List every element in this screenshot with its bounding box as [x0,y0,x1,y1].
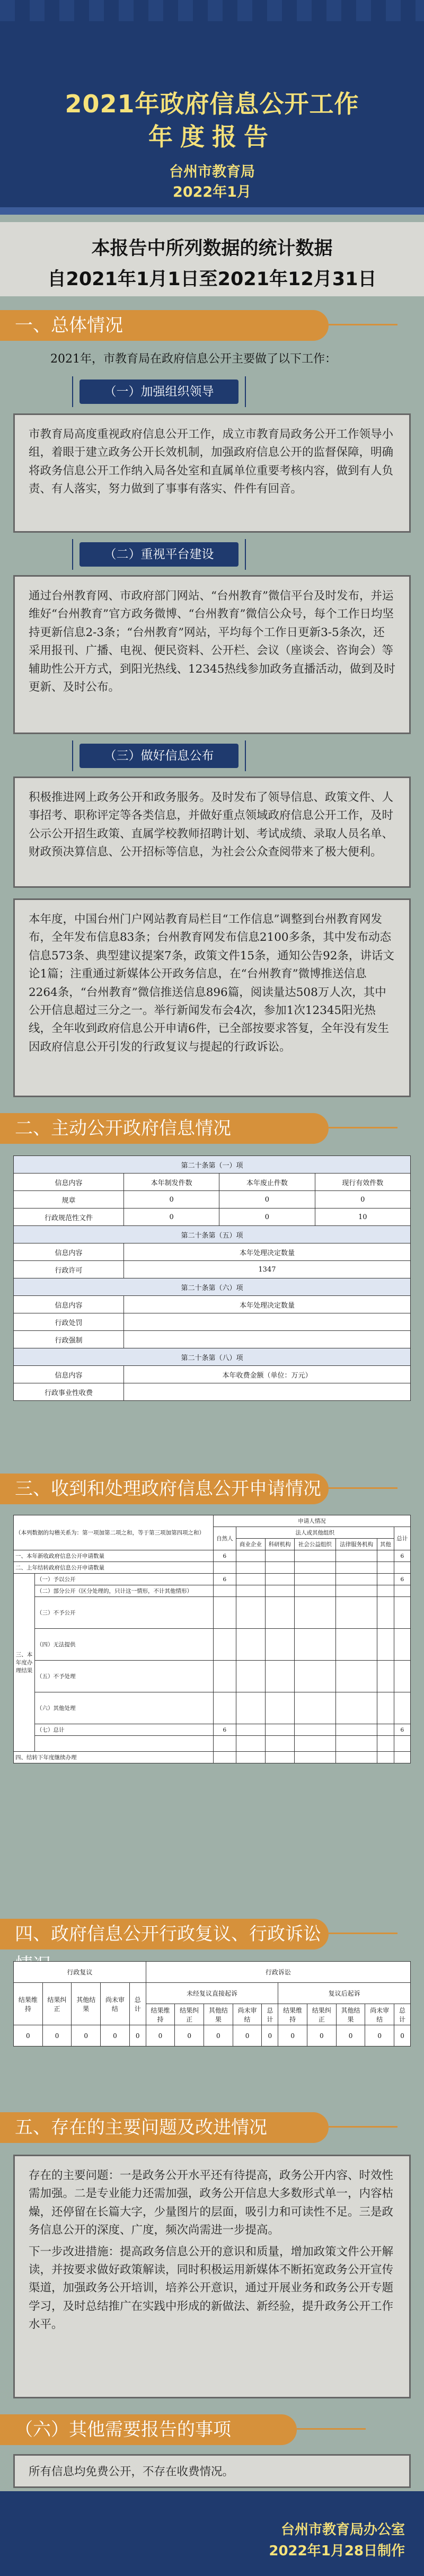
table-row [14,1629,411,1661]
t2-cell: 1347 [123,1261,410,1278]
report-title-line2: 年度报告 [148,122,276,151]
report-date: 2022年1月 [173,184,251,200]
footer-org: 台州市教育局办公室 [280,2522,405,2538]
table-row [14,1383,411,1401]
t3-cell: 6 [213,1724,236,1736]
t4-col: 其他结果 [72,1983,101,2025]
table-row [14,1574,411,1585]
t2-cell: 0 [123,1191,219,1208]
t2-col: 信息内容 [14,1366,124,1383]
t4-direct: 未经复议直接起诉 [146,1983,278,2004]
t4-col: 结果维持 [146,2004,175,2025]
t2-col: 本年处理决定数量 [123,1296,410,1313]
t3-head-right: 申请人情况 [213,1515,410,1527]
scope-band [0,222,424,296]
table-row [14,1550,411,1562]
sub1-text-box [13,413,411,533]
t4-col: 其他结果 [336,2004,365,2025]
t3-subcol: 法律服务机构 [335,1539,377,1550]
t4-col: 结果维持 [278,2004,307,2025]
t2-col: 信息内容 [14,1296,124,1313]
section5-improvements: 下一步改进措施：提高政务信息公开的意识和质量，增加政策文件公开解读，并按要求做好政策解读，同时积极运用新媒体不断拓宽政务公开宣传渠道，加强政务公开培训，培养公开意识，通过开展业务和政务公开专题学习，及时总结推广在实践中形成的新做法、新经验，提升政务公开工作水平。 [29,2245,394,2332]
section5-heading: 五、存在的主要问题及改进情况 [0,2112,329,2143]
t3-subcol: 商业企业 [236,1539,265,1550]
band-item1: 第二十条第（一）项 [14,1156,411,1174]
table-row [14,1208,411,1226]
t4-col: 结果纠正 [175,2004,204,2025]
t2-cell: 行政处罚 [14,1313,124,1331]
t2-cell: 0 [123,1208,219,1226]
table-row [14,2025,411,2046]
t2-cell: 0 [219,1191,315,1208]
sub1-heading: （一）加强组织领导 [80,380,238,404]
table-row [14,1692,411,1724]
t3-cell: 6 [394,1550,410,1562]
report-org: 台州市教育局 [169,164,255,180]
summary-text: 本年度，中国台州门户网站教育局栏目“工作信息”调整到台州教育网发布，全年发布信息83条；台州教育网发布信息2100多条，其中发布动态信息573条、典型建议提案7条，政策文件15条，通知公告92条，讲话文论1篇；注重通过新媒体公开政务信息，在“台州教育”微博推送信息2264条，“台州教育”微信推送信息896篇，阅读量达508万人次，其中公开信息超过三分之一。举行新闻发布会4次，参加1次12345阳光热线，全年收到政府信息公开申请6件，已全部按要求答复，全年没有发生因政府信息公开引发的行政复议与提起的行政诉讼。 [29,913,394,1054]
t4-col: 其他结果 [204,2004,233,2025]
table-row [14,1661,411,1692]
t2-cell: 行政事业性收费 [14,1383,124,1401]
t3-subcol: 社会公益组织 [294,1539,335,1550]
t4-cell: 0 [101,2025,130,2046]
band-item5: 第二十条第（五）项 [14,1226,411,1243]
sub1-text: 市教育局高度重视政府信息公开工作，成立市教育局政务公开工作领导小组，着眼于建立政务公开长效机制，加强政府信息公开的监督保障，明确将政务信息公开工作纳入局各处室和直属单位重要考核内容，做到有人负责、有人落实，努力做到了事事有落实、件件有回音。 [29,428,394,496]
t3-row-label: （六）其他处理 [35,1692,214,1724]
active-disclosure-table [13,1155,411,1401]
t4-cell: 0 [278,2025,307,2046]
t4-cell: 0 [262,2025,278,2046]
summary-text-box [13,898,411,1097]
t3-col-legal: 法人或其他组织 [236,1527,394,1539]
t3-row-label: （七）总计 [35,1724,214,1736]
table-row [14,1736,411,1752]
t2-col: 本年废止件数 [219,1174,315,1191]
t3-subcol: 其他 [377,1539,394,1550]
t4-cell: 0 [307,2025,337,2046]
t4-cell: 0 [233,2025,262,2046]
table-row [14,1261,411,1278]
t2-col: 信息内容 [14,1243,124,1261]
table-row [14,1597,411,1629]
band-item8: 第二十条第（八）项 [14,1348,411,1366]
t3-row-label: （五）不予处理 [35,1661,214,1692]
section2-heading: 二、主动公开政府信息情况 [0,1113,329,1144]
t4-cell: 0 [394,2025,411,2046]
sub3-heading: （三）做好信息公布 [80,744,238,768]
scope-line1: 本报告中所列数据的统计数据 [91,238,333,259]
t3-row-label: 四、结转下年度继续办理 [14,1752,214,1763]
section1-intro: 2021年，市教育局在政府信息公开主要做了以下工作： [50,352,337,366]
sub2-heading: （二）重视平台建设 [80,542,238,567]
t3-row-label: 二、上年结转政府信息公开申请数量 [14,1562,214,1574]
t4-cell: 0 [204,2025,233,2046]
t2-col: 本年制发件数 [123,1174,219,1191]
t3-col-total: 总计 [394,1527,410,1550]
table-row [14,1724,411,1736]
t2-col: 信息内容 [14,1174,124,1191]
t4-review: 行政复议 [14,1962,146,1983]
t3-row-label: 一、本年新收政府信息公开申请数量 [14,1550,214,1562]
t3-cell: 6 [394,1574,410,1585]
section6-text-box [13,2454,411,2488]
t4-cell: 0 [146,2025,175,2046]
t2-cell: 0 [315,1191,410,1208]
t4-col: 总计 [129,1983,146,2025]
t3-row-label: （四）无法提供 [35,1629,214,1661]
sub3-text-box [13,777,411,888]
section3-heading: 三、收到和处理政府信息公开申请情况 [0,1474,329,1504]
t4-col: 尚未审结 [365,2004,394,2025]
t2-col: 现行有效件数 [315,1174,410,1191]
t4-col: 尚未审结 [233,2004,262,2025]
t4-col: 尚未审结 [101,1983,130,2025]
sub2-text: 通过台州教育网、市政府部门网站、“台州教育”微信平台及时发布，并运维好“台州教育”官方政务微博、“台州教育”微信公众号，每个工作日均坚持更新信息2-3条；“台州教育”网站，平均每个工作日更新3-5条次，还采用报刊、广播、电视、便民资料、公开栏、会议（座谈会、咨询会）等辅助性公开方式，到阳光热线、12345热线参加政务直播活动，做到及时更新、及时公布。 [29,589,395,694]
t3-cell: 6 [394,1724,410,1736]
table-row [14,1752,411,1763]
t3-head-left: （本列数据的勾稽关系为：第一项加第二项之和，等于第三项加第四项之和） [14,1515,214,1550]
t2-cell [123,1383,410,1401]
t4-after: 复议后起诉 [278,1983,411,2004]
t2-cell: 规章 [14,1191,124,1208]
t4-lawsuit: 行政诉讼 [146,1962,410,1983]
t4-col: 结果维持 [14,1983,43,2025]
t2-cell: 行政许可 [14,1261,124,1278]
t2-cell: 行政强制 [14,1331,124,1348]
section6-text: 所有信息均免费公开，不存在收费情况。 [29,2465,234,2478]
t4-cell: 0 [336,2025,365,2046]
t4-cell: 0 [72,2025,101,2046]
section6-heading: （六）其他需要报告的事项 [0,2414,297,2445]
t4-cell: 0 [129,2025,146,2046]
report-title-line1: 2021年政府信息公开工作 [65,90,359,118]
table-row [14,1191,411,1208]
t2-col: 本年收费金额（单位：万元） [123,1366,410,1383]
t2-col: 本年处理决定数量 [123,1243,410,1261]
t2-cell [123,1331,410,1348]
scope-line2: 自2021年1月1日至2021年12月31日 [47,269,377,290]
t4-cell: 0 [175,2025,204,2046]
t4-col: 结果纠正 [42,1983,72,2025]
t3-cell: 6 [213,1574,236,1585]
t3-row-label: （三）不予公开 [35,1597,214,1629]
table-row [14,1562,411,1574]
table-row [14,1331,411,1348]
t2-cell: 0 [219,1208,315,1226]
sub2-text-box [13,575,411,734]
t4-col: 总计 [394,2004,411,2025]
t3-col-natural: 自然人 [213,1527,236,1550]
t3-subcol: 科研机构 [265,1539,294,1550]
table-row [14,1313,411,1331]
t2-cell [123,1313,410,1331]
t4-col: 总计 [262,2004,278,2025]
request-table [13,1515,411,1763]
section5-text-box [13,2155,411,2398]
t3-row-label: 三、本年度办理结果 [14,1574,35,1752]
t4-cell: 0 [14,2025,43,2046]
t3-row-label: （二）部分公开（区分处理的，只计这一情形，不计其他情形） [35,1585,214,1597]
sub3-text: 积极推进网上政务公开和政务服务。及时发布了领导信息、政策文件、人事招考、职称评定等各类信息，并做好重点领域政府信息公开工作，及时公示公开招生政策、直属学校教师招聘计划、考试成绩、录取人员名单、财政预决算信息、公开招标等信息，为社会公众查阅带来了极大便利。 [29,791,394,859]
t2-cell: 行政规范性文件 [14,1208,124,1226]
t4-cell: 0 [42,2025,72,2046]
section1-heading: 一、总体情况 [0,310,329,341]
t2-cell: 10 [315,1208,410,1226]
band-item6: 第二十条第（六）项 [14,1278,411,1296]
table-row [14,1585,411,1597]
t4-cell: 0 [365,2025,394,2046]
section5-problems: 存在的主要问题：一是政务公开水平还有待提高，政务公开内容、时效性需加强。二是专业能力还需加强，政务公开信息大多数形式单一，内容枯燥，还停留在长篇大字，少量图片的层面，吸引力和可读性不足。三是政务信息公开的深度、广度，频次尚需进一步提高。 [29,2169,394,2237]
review-lawsuit-table [13,1961,411,2046]
t3-cell: 6 [213,1550,236,1562]
footer-date: 2022年1月28日制作 [269,2543,405,2559]
section4-heading: 四、政府信息公开行政复议、行政诉讼 [0,1919,329,1949]
report-header [0,0,424,215]
t4-col: 结果纠正 [307,2004,337,2025]
t3-row-label: （一）予以公开 [35,1574,214,1585]
